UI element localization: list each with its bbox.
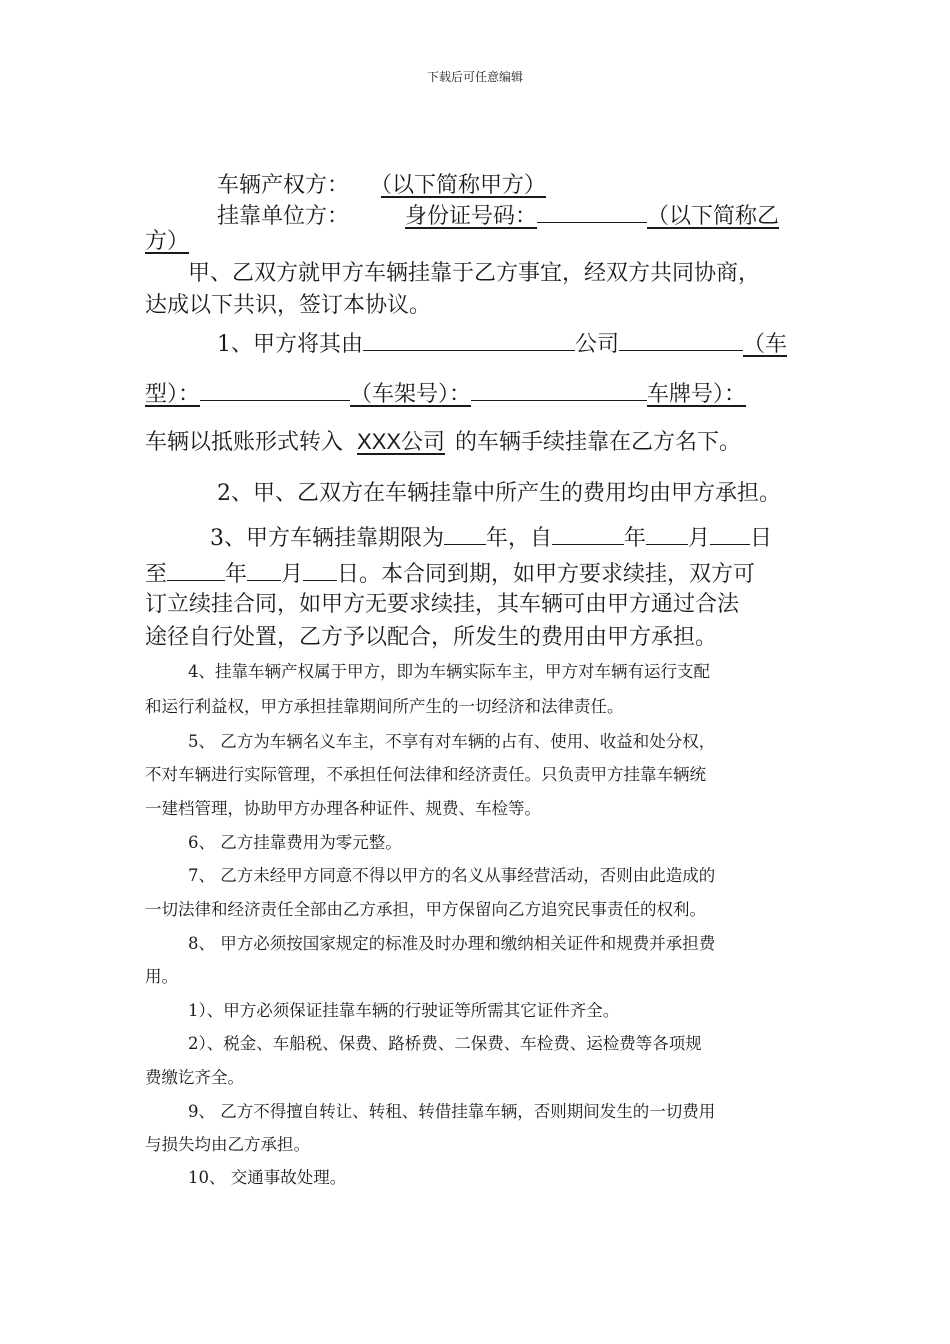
clause-3-day2: 日。本合同到期，如甲方要求续挂，双方可 — [337, 562, 756, 587]
clause-3-line-3: 订立续挂合同，如甲方无要求续挂，其车辆可由甲方通过合法 — [145, 592, 740, 617]
unit-suffix: （以下简称乙 — [647, 204, 780, 229]
clause-8-line-1: 8、 甲方必须按国家规定的标准及时办理和缴纳相关证件和规费并承担费 — [188, 934, 716, 953]
clause-1-text-d: 型）： — [145, 382, 201, 407]
clause-1-text-h: 的车辆手续挂靠在乙方名下。 — [455, 430, 742, 455]
owner-label: 车辆产权方： — [217, 173, 350, 198]
clause-1-text-b: 公司 — [575, 332, 620, 357]
clause-10: 10、 交通事故处理。 — [188, 1168, 347, 1187]
clause-5-line-1: 5、 乙方为车辆名义车主，不享有对车辆的占有、使用、收益和处分权， — [188, 732, 716, 751]
clause-5-line-3: 一建档管理，协助甲方办理各种证件、规费、车检等。 — [145, 799, 541, 818]
page-header: 下载后可任意编辑 — [426, 70, 523, 84]
blank-vin — [471, 376, 647, 401]
blank-end-month — [247, 556, 281, 581]
blank-model — [200, 376, 350, 401]
owner-suffix: （以下简称甲方） — [381, 173, 547, 198]
clause-1-line-3 — [145, 426, 741, 459]
company-name: XXX公司 — [357, 429, 446, 454]
blank-start-day — [710, 520, 750, 545]
clause-1-text-f: 车牌号）： — [647, 382, 747, 407]
clause-1-line-1 — [217, 326, 787, 361]
clause-3-month: 月 — [688, 526, 711, 551]
unit-label: 挂靠单位方： — [217, 204, 350, 229]
clause-8-sub-2-line-1: 2）、税金、车船税、保费、路桥费、二保费、车检费、运检费等各项规 — [188, 1034, 702, 1053]
clause-1-text-g: 车辆以抵账形式转入 — [145, 430, 344, 455]
clause-4-line-1: 4、挂靠车辆产权属于甲方，即为车辆实际车主，甲方对车辆有运行支配 — [188, 662, 710, 681]
clause-3-day: 日 — [750, 526, 773, 551]
clause-4-line-2: 和运行利益权，甲方承担挂靠期间所产生的一切经济和法律责任。 — [145, 697, 624, 716]
clause-3-text-a: 3、甲方车辆挂靠期限为 — [210, 526, 444, 551]
blank-start-year — [552, 520, 624, 545]
blank-end-year — [167, 556, 225, 581]
clause-2: 2、甲、乙双方在车辆挂靠中所产生的费用均由甲方承担。 — [217, 481, 781, 506]
clause-3-month2: 月 — [281, 562, 304, 587]
blank-origin — [363, 326, 575, 351]
id-blank — [537, 198, 647, 223]
clause-8-line-2: 用。 — [145, 967, 178, 986]
clause-9-line-2: 与损失均由乙方承担。 — [145, 1135, 310, 1154]
clause-1-text-c: （车 — [743, 332, 788, 357]
blank-company — [619, 326, 743, 351]
clause-5-line-2: 不对车辆进行实际管理，不承担任何法律和经济责任。只负责甲方挂靠车辆统 — [145, 765, 706, 784]
clause-3-to: 至 — [145, 562, 168, 587]
clause-3-year: 年，自 — [486, 526, 553, 551]
clause-3-line-2 — [145, 556, 755, 591]
clause-1-text-e: （车架号）： — [350, 382, 472, 407]
clause-3-line-4: 途径自行处置，乙方予以配合，所发生的费用由甲方承担。 — [145, 625, 718, 650]
unit-suffix-cont: 方） — [145, 229, 190, 254]
unit-line — [217, 198, 779, 233]
clause-8-sub-2-line-2: 费缴讫齐全。 — [145, 1068, 244, 1087]
blank-end-day — [303, 556, 337, 581]
blank-start-month — [646, 520, 688, 545]
clause-7-line-1: 7、 乙方未经甲方同意不得以甲方的名义从事经营活动，否则由此造成的 — [188, 866, 716, 885]
clause-1-text-a: 1、甲方将其由 — [217, 332, 363, 357]
intro-line-2: 达成以下共识，签订本协议。 — [145, 293, 432, 318]
clause-3-year2: 年 — [624, 526, 647, 551]
clause-8-sub-1: 1）、甲方必须保证挂靠车辆的行驶证等所需其它证件齐全。 — [188, 1001, 620, 1020]
clause-1-line-2 — [145, 376, 746, 411]
clause-6: 6、 乙方挂靠费用为零元整。 — [188, 833, 402, 852]
intro-line-1: 甲、乙双方就甲方车辆挂靠于乙方事宜，经双方共同协商， — [188, 261, 761, 286]
clause-3-year3: 年 — [225, 562, 248, 587]
clause-9-line-1: 9、 乙方不得擅自转让、转租、转借挂靠车辆，否则期间发生的一切费用 — [188, 1102, 716, 1121]
clause-3-line-1 — [210, 520, 772, 555]
clause-7-line-2: 一切法律和经济责任全部由乙方承担，甲方保留向乙方追究民事责任的权利。 — [145, 900, 706, 919]
blank-years — [444, 520, 486, 545]
id-label: 身份证号码： — [405, 204, 538, 229]
